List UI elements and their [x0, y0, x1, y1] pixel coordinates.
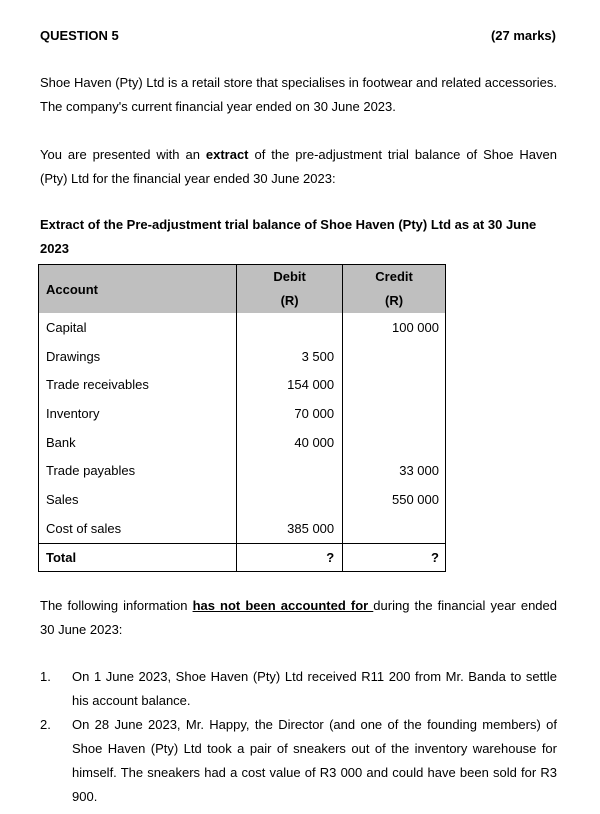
presented-text-bold: extract: [205, 147, 249, 162]
table-row: [39, 456, 446, 485]
cell-debit: [237, 313, 343, 342]
table-row: [39, 485, 446, 514]
header-debit-label: Debit: [273, 269, 306, 284]
cell-debit: 40 000: [237, 428, 343, 457]
cell-credit: 550 000: [343, 485, 446, 514]
info-text-before: The following information: [40, 598, 193, 613]
total-debit: ?: [237, 543, 343, 571]
cell-account: Drawings: [46, 348, 101, 364]
header-credit: [343, 265, 446, 314]
cell-debit: 70 000: [237, 399, 343, 428]
table-caption: Extract of the Pre-adjustment trial balance of Shoe Haven (Pty) Ltd as at 30 June 2023: [40, 217, 537, 256]
header-credit-label: Credit: [375, 269, 413, 284]
table-total-row: [39, 543, 446, 571]
cell-account: Cost of sales: [46, 520, 122, 536]
header-debit: [237, 265, 343, 314]
cell-debit: 154 000: [237, 370, 343, 399]
intro-paragraph: Shoe Haven (Pty) Ltd is a retail store that specialises in footwear and related accessories. The company's current financial year ended on 30 June 2023.: [40, 75, 557, 114]
table-row: [39, 342, 446, 371]
cell-credit: [343, 370, 446, 399]
cell-debit: 385 000: [237, 514, 343, 543]
cell-credit: [343, 428, 446, 457]
cell-account: Sales: [46, 491, 79, 507]
cell-debit: [237, 456, 343, 485]
table-header-row: [39, 265, 446, 314]
question-title: QUESTION 5: [40, 28, 119, 43]
cell-credit: [343, 514, 446, 543]
info-text-underlined: has not been accounted for: [192, 598, 374, 613]
table-row: [39, 370, 446, 399]
cell-account: Capital: [46, 319, 87, 335]
cell-account: Trade payables: [46, 463, 136, 479]
list-item-number: 2.: [40, 717, 51, 732]
cell-account: Inventory: [46, 405, 100, 421]
presented-text-before: You are presented with an: [40, 147, 206, 162]
list-item-text: On 28 June 2023, Mr. Happy, the Director (and one of the founding members) of Shoe Haven (Pty) Ltd took a pair of sneakers out of the inventory warehouse for himself. The sneakers had a cost value of R3 000 and could have been sold for R3 900.: [72, 717, 557, 804]
cell-account: Trade receivables: [46, 377, 149, 393]
presented-text-after: of the pre-adjustment trial balance of Shoe Haven (Pty) Ltd for the financial year ended 30 June 2023:: [40, 147, 557, 186]
total-credit: ?: [343, 543, 446, 571]
header-account: Account: [46, 281, 98, 297]
cell-debit: 3 500: [237, 342, 343, 371]
header-credit-unit: (R): [385, 293, 404, 308]
cell-debit: [237, 485, 343, 514]
cell-credit: 100 000: [343, 313, 446, 342]
table-row: [39, 313, 446, 342]
list-item-number: 1.: [40, 669, 51, 684]
cell-account: Bank: [46, 434, 76, 450]
total-label: Total: [39, 543, 237, 571]
cell-credit: [343, 342, 446, 371]
header-debit-unit: (R): [280, 293, 299, 308]
info-text-after: during the financial year ended 30 June 2023:: [40, 598, 557, 637]
table-row: [39, 399, 446, 428]
table-row: [39, 428, 446, 457]
trial-balance-table: [38, 264, 446, 572]
info-paragraph: [40, 594, 557, 642]
table-row: [39, 514, 446, 543]
cell-credit: 33 000: [343, 456, 446, 485]
presented-paragraph: [40, 143, 557, 191]
list-item-text: On 1 June 2023, Shoe Haven (Pty) Ltd received R11 200 from Mr. Banda to settle his account balance.: [72, 669, 557, 708]
question-marks: (27 marks): [490, 28, 556, 43]
cell-credit: [343, 399, 446, 428]
